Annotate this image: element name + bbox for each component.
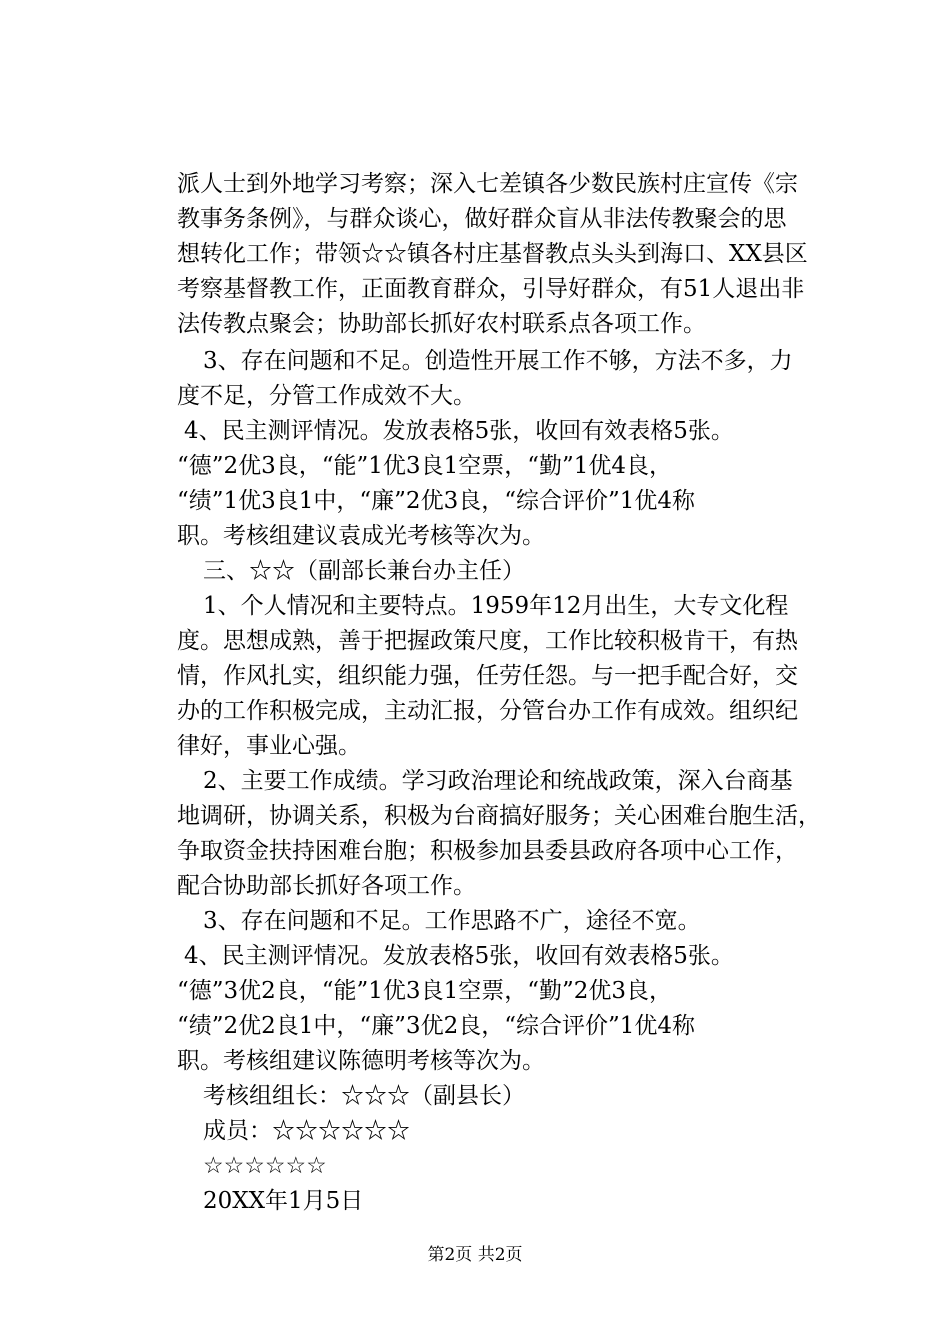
text-line: “绩”1优3良1中，“廉”2优3良，“综合评价”1优4称 xyxy=(177,488,695,514)
document-date: 20XX年1月5日 xyxy=(203,1188,364,1214)
text-line: “绩”2优2良1中，“廉”3优2良，“综合评价”1优4称 xyxy=(177,1013,695,1039)
text-line: 教事务条例》，与群众谈心，做好群众盲从非法传教聚会的思 xyxy=(177,206,787,232)
text-line: 职。考核组建议陈德明考核等次为。 xyxy=(177,1048,545,1074)
page-footer: 第2页 共2页 xyxy=(427,1245,523,1265)
text-line: “德”2优3良，“能”1优3良1空票，“勤”1优4良， xyxy=(177,453,672,479)
text-line: 2、主要工作成绩。学习政治理论和统战政策，深入台商基 xyxy=(203,768,793,794)
text-line: 职。考核组建议袁成光考核等次为。 xyxy=(177,523,545,549)
text-line: “德”3优2良，“能”1优3良1空票，“勤”2优3良， xyxy=(177,978,672,1004)
text-line: 4、民主测评情况。发放表格5张，收回有效表格5张。 xyxy=(184,418,734,444)
text-line: 争取资金扶持困难台胞；积极参加县委县政府各项中心工作， xyxy=(177,838,798,864)
text-line: 想转化工作；带领☆☆镇各村庄基督教点头头到海口、XX县区 xyxy=(177,241,808,267)
text-line: 律好，事业心强。 xyxy=(177,733,361,759)
text-line: 法传教点聚会；协助部长抓好农村联系点各项工作。 xyxy=(177,311,706,337)
text-line: 3、存在问题和不足。工作思路不广，途径不宽。 xyxy=(203,908,701,934)
signature-members: 成员：☆☆☆☆☆☆ xyxy=(203,1118,410,1144)
text-line: 度。思想成熟，善于把握政策尺度，工作比较积极肯干，有热 xyxy=(177,628,798,654)
signature-leader: 考核组组长：☆☆☆（副县长） xyxy=(203,1083,525,1109)
text-line: 1、个人情况和主要特点。1959年12月出生，大专文化程 xyxy=(203,593,789,619)
text-line: 度不足，分管工作成效不大。 xyxy=(177,383,476,409)
text-line: 地调研，协调关系，积极为台商搞好服务；关心困难台胞生活， xyxy=(177,803,821,829)
text-line: 情，作风扎实，组织能力强，任劳任怨。与一把手配合好，交 xyxy=(177,663,798,689)
text-line: 4、民主测评情况。发放表格5张，收回有效表格5张。 xyxy=(184,943,734,969)
text-line: 办的工作积极完成，主动汇报，分管台办工作有成效。组织纪 xyxy=(177,698,798,724)
signature-members-continued: ☆☆☆☆☆☆ xyxy=(203,1153,327,1179)
text-line: 派人士到外地学习考察；深入七差镇各少数民族村庄宣传《宗 xyxy=(177,171,798,197)
text-line: 考察基督教工作，正面教育群众，引导好群众，有51人退出非 xyxy=(177,276,805,302)
text-line: 3、存在问题和不足。创造性开展工作不够，方法不多，力 xyxy=(203,348,793,374)
section-heading: 三、☆☆（副部长兼台办主任） xyxy=(203,558,525,584)
text-line: 配合协助部长抓好各项工作。 xyxy=(177,873,476,899)
